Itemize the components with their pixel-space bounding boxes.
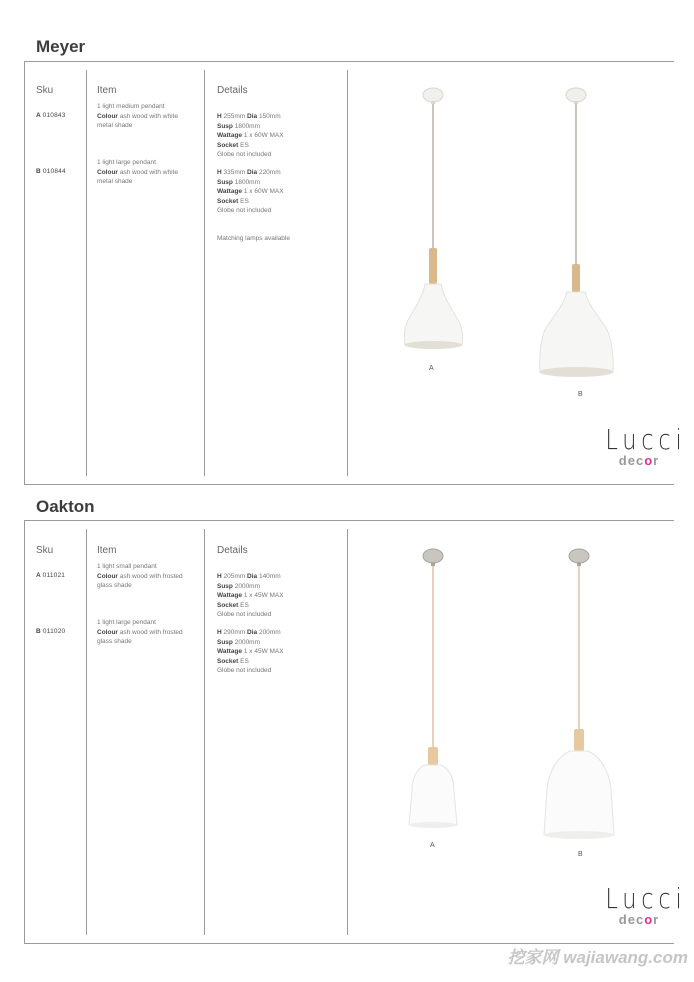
pendant-lamp-image-b [537, 543, 627, 843]
column-divider [86, 529, 87, 935]
sku-header: Sku [36, 85, 54, 96]
lucci-decor-logo: Lucci decor [605, 882, 687, 927]
details-header: Details [217, 545, 248, 556]
pendant-lamp-image-a [395, 82, 475, 352]
sku-a: A 010843 [36, 112, 66, 119]
details-a: H 205mm Dia 140mm Susp 2000mm Wattage 1 x 45W MAX Socket ES Globe not included [217, 573, 284, 618]
image-label-a: A [429, 365, 434, 372]
product-panel-meyer [24, 61, 687, 485]
item-a: 1 light medium pendant Colour ash wood with white metal shade [97, 103, 178, 129]
sku-b: B 011020 [36, 628, 66, 635]
details-a: H 255mm Dia 150mm Susp 1800mm Wattage 1 x 60W MAX Socket ES Globe not included [217, 113, 284, 158]
details-b: H 335mm Dia 220mm Susp 1800mm Wattage 1 x 60W MAX Socket ES Globe not included [217, 169, 284, 214]
image-label-a: A [430, 842, 435, 849]
pendant-lamp-image-a [400, 543, 470, 833]
column-divider [86, 70, 87, 476]
column-divider [204, 70, 205, 476]
details-b: H 290mm Dia 200mm Susp 2000mm Wattage 1 x 45W MAX Socket ES Globe not included [217, 629, 284, 674]
product-panel-oakton [24, 520, 687, 944]
column-divider [204, 529, 205, 935]
section-title-oakton: Oakton [36, 497, 95, 516]
sku-b: B 010844 [36, 168, 66, 175]
lucci-decor-logo: Lucci decor [605, 423, 687, 468]
watermark: 挖家网 wajiawang.com [507, 948, 688, 967]
image-label-b: B [578, 391, 583, 398]
section-title-meyer: Meyer [36, 37, 86, 56]
matching-note: Matching lamps available [217, 235, 290, 242]
item-b: 1 light large pendant Colour ash wood with frosted glass shade [97, 619, 183, 645]
item-b: 1 light large pendant Colour ash wood with white metal shade [97, 159, 178, 185]
pendant-lamp-image-b [530, 82, 630, 382]
column-divider [347, 529, 348, 935]
image-label-b: B [578, 851, 583, 858]
column-divider [347, 70, 348, 476]
sku-header: Sku [36, 545, 54, 556]
item-header: Item [97, 85, 117, 96]
item-header: Item [97, 545, 117, 556]
details-header: Details [217, 85, 248, 96]
sku-a: A 011021 [36, 572, 66, 579]
item-a: 1 light small pendant Colour ash wood with frosted glass shade [97, 563, 183, 589]
